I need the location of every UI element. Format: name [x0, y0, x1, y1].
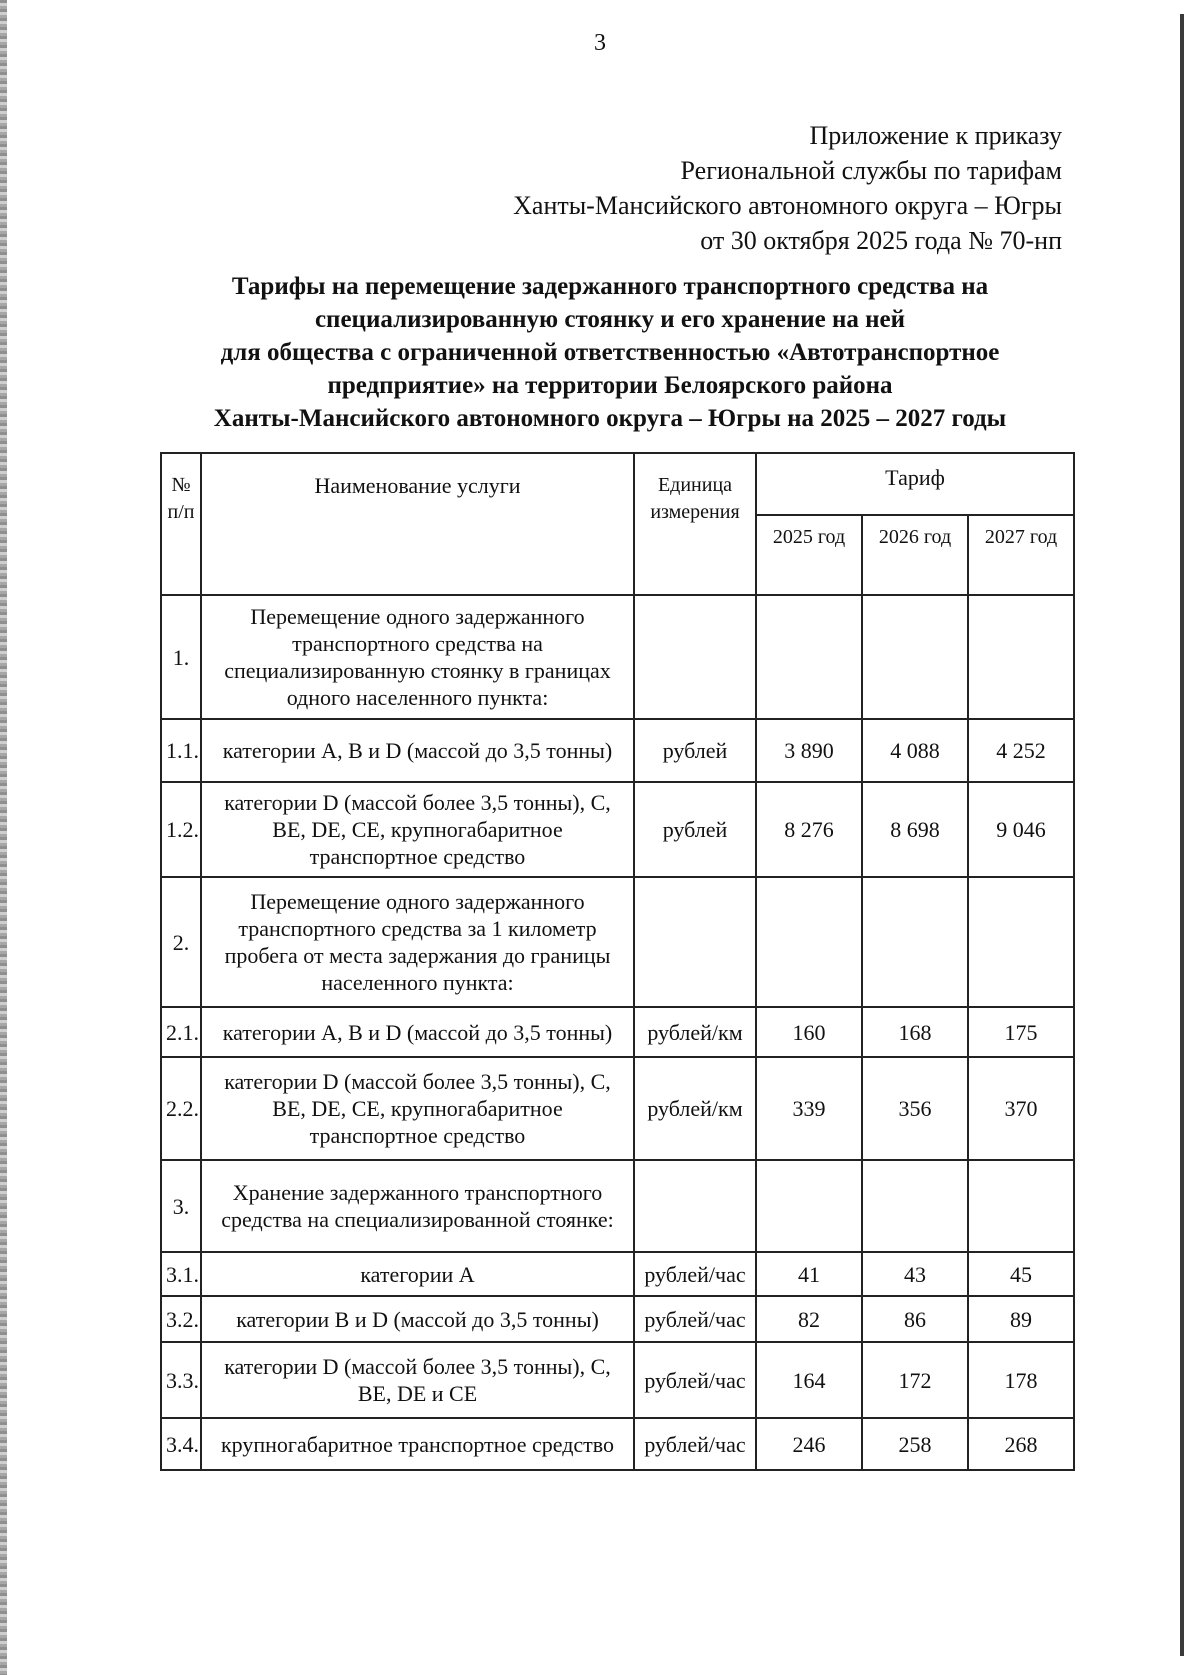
table-row [161, 1296, 1074, 1342]
row-value-2026 [862, 595, 968, 719]
row-service-name: категории D (массой более 3,5 тонны), C, BE, DE, CE, крупногабаритное транспортное средство [201, 1057, 634, 1160]
row-value-2025: 82 [756, 1296, 862, 1342]
row-value-2025: 3 890 [756, 719, 862, 782]
appendix-line: от 30 октября 2025 года № 70-нп [700, 226, 1062, 255]
row-number: 3.1. [161, 1252, 201, 1296]
row-unit: рублей/км [634, 1057, 756, 1160]
row-number: 3. [161, 1160, 201, 1252]
row-value-2027: 89 [968, 1296, 1074, 1342]
row-service-name: категории A, B и D (массой до 3,5 тонны) [201, 719, 634, 782]
row-unit [634, 1160, 756, 1252]
row-unit: рублей/час [634, 1418, 756, 1470]
row-value-2026: 168 [862, 1007, 968, 1057]
row-number: 1.2. [161, 782, 201, 877]
row-service-name: категории D (массой более 3,5 тонны), C, BE, DE и CE [201, 1342, 634, 1418]
row-value-2027: 4 252 [968, 719, 1074, 782]
row-number: 3.2. [161, 1296, 201, 1342]
row-value-2027: 175 [968, 1007, 1074, 1057]
title-line: Тарифы на перемещение задержанного транспортного средства на [231, 273, 989, 300]
row-value-2026 [862, 1160, 968, 1252]
row-unit: рублей/час [634, 1296, 756, 1342]
row-value-2027 [968, 1160, 1074, 1252]
row-value-2025 [756, 877, 862, 1007]
header-year: 2025 год [756, 515, 862, 595]
row-unit: рублей/час [634, 1342, 756, 1418]
row-value-2025: 160 [756, 1007, 862, 1057]
row-value-2025: 41 [756, 1252, 862, 1296]
row-value-2025: 246 [756, 1418, 862, 1470]
row-value-2027 [968, 595, 1074, 719]
table-row [161, 719, 1074, 782]
header-unit: Единица измерения [634, 453, 756, 595]
row-unit: рублей/час [634, 1252, 756, 1296]
table-row [161, 595, 1074, 719]
table-row [161, 1007, 1074, 1057]
table-row [161, 1418, 1074, 1470]
header-year: 2027 год [968, 515, 1074, 595]
tariff-table [160, 452, 1075, 1471]
row-value-2027: 178 [968, 1342, 1074, 1418]
row-service-name: Хранение задержанного транспортного средства на специализированной стоянке: [201, 1160, 634, 1252]
row-value-2026: 8 698 [862, 782, 968, 877]
table-row [161, 1160, 1074, 1252]
title-line: Ханты-Мансийского автономного округа – Югры на 2025 – 2027 годы [213, 405, 1007, 432]
table-row [161, 1342, 1074, 1418]
table-row [161, 782, 1074, 877]
header-year: 2026 год [862, 515, 968, 595]
appendix-line: Региональной службы по тарифам [680, 156, 1062, 185]
appendix-block [513, 118, 1062, 258]
row-number: 2.1. [161, 1007, 201, 1057]
row-value-2027 [968, 877, 1074, 1007]
title-line: предприятие» на территории Белоярского района [327, 372, 893, 399]
row-value-2026: 356 [862, 1057, 968, 1160]
row-service-name: Перемещение одного задержанного транспортного средства за 1 километр пробега от места задержания до границы населенного пункта: [201, 877, 634, 1007]
page-number: 3 [594, 30, 606, 56]
scan-edge-right [1180, 14, 1184, 1656]
title-line: специализированную стоянку и его хранение на ней [314, 306, 906, 333]
row-value-2025: 8 276 [756, 782, 862, 877]
appendix-line: Приложение к приказу [809, 121, 1062, 150]
row-number: 1. [161, 595, 201, 719]
row-value-2026: 4 088 [862, 719, 968, 782]
header-tariff: Тариф [756, 453, 1074, 515]
row-value-2026: 43 [862, 1252, 968, 1296]
row-service-name: категории A, B и D (массой до 3,5 тонны) [201, 1007, 634, 1057]
scan-edge-left [0, 0, 7, 1675]
table-row [161, 1252, 1074, 1296]
row-unit [634, 595, 756, 719]
row-unit: рублей/км [634, 1007, 756, 1057]
row-number: 2. [161, 877, 201, 1007]
row-unit [634, 877, 756, 1007]
row-value-2025: 339 [756, 1057, 862, 1160]
title-line: для общества с ограниченной ответственностью «Автотранспортное [220, 339, 1000, 366]
row-value-2027: 9 046 [968, 782, 1074, 877]
appendix-line: Ханты-Мансийского автономного округа – Югры [513, 191, 1062, 220]
row-service-name: категории B и D (массой до 3,5 тонны) [201, 1296, 634, 1342]
row-number: 2.2. [161, 1057, 201, 1160]
row-number: 3.4. [161, 1418, 201, 1470]
row-service-name: Перемещение одного задержанного транспортного средства на специализированную стоянку в границах одного населенного пункта: [201, 595, 634, 719]
header-number: № п/п [161, 453, 201, 595]
row-value-2026: 258 [862, 1418, 968, 1470]
row-value-2027: 370 [968, 1057, 1074, 1160]
row-value-2027: 45 [968, 1252, 1074, 1296]
document-title [120, 270, 1100, 435]
row-service-name: категории A [201, 1252, 634, 1296]
table-row [161, 1057, 1074, 1160]
row-number: 1.1. [161, 719, 201, 782]
row-value-2025: 164 [756, 1342, 862, 1418]
row-value-2025 [756, 595, 862, 719]
header-service-name: Наименование услуги [201, 453, 634, 595]
row-value-2027: 268 [968, 1418, 1074, 1470]
row-number: 3.3. [161, 1342, 201, 1418]
row-value-2026 [862, 877, 968, 1007]
row-unit: рублей [634, 719, 756, 782]
row-value-2025 [756, 1160, 862, 1252]
row-unit: рублей [634, 782, 756, 877]
row-value-2026: 172 [862, 1342, 968, 1418]
row-value-2026: 86 [862, 1296, 968, 1342]
table-row [161, 877, 1074, 1007]
row-service-name: категории D (массой более 3,5 тонны), C, BE, DE, CE, крупногабаритное транспортное средство [201, 782, 634, 877]
row-service-name: крупногабаритное транспортное средство [201, 1418, 634, 1470]
